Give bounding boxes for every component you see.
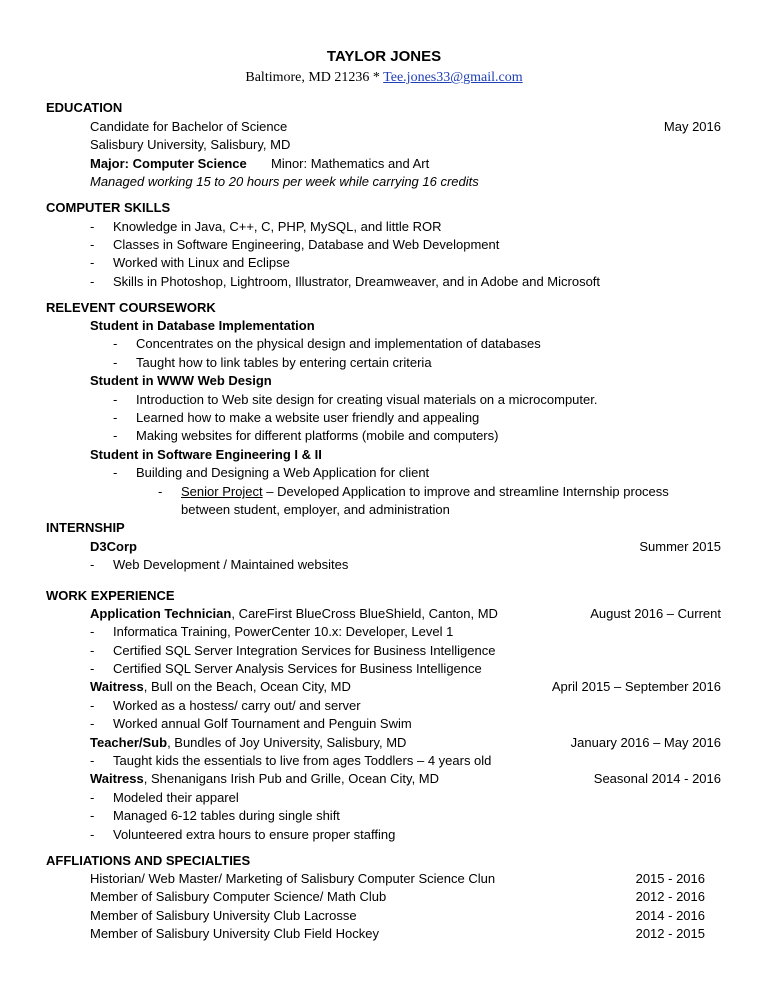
list-item: - Building and Designing a Web Application for client [113,465,430,480]
education-note: Managed working 15 to 20 hours per week while carrying 16 credits [90,174,479,189]
list-item: - Introduction to Web site design for creating visual materials on a microcomputer. [113,392,598,407]
list-item: - Volunteered extra hours to ensure proper staffing [90,827,396,842]
affiliation-item: Historian/ Web Master/ Marketing of Salisbury Computer Science Clun [90,871,496,886]
list-item: - Certified SQL Server Analysis Services for Business Intelligence [90,661,482,676]
affiliations-heading: AFFLIATIONS AND SPECIALTIES [46,853,251,868]
list-item: - Classes in Software Engineering, Database and Web Development [90,237,500,252]
list-item: - Worked annual Golf Tournament and Penguin Swim [90,716,412,731]
education-heading: EDUCATION [46,100,123,115]
list-item: - Senior Project – Developed Application to improve and streamline Internship process [158,484,669,499]
internship-company: D3Corp [90,539,137,554]
job-date: January 2016 – May 2016 [570,735,721,750]
course-title: Student in Software Engineering I & II [90,447,322,462]
job-date: April 2015 – September 2016 [551,679,721,694]
degree: Candidate for Bachelor of Science [90,119,288,134]
internship-date: Summer 2015 [639,539,721,554]
list-item: - Learned how to make a website user friendly and appealing [113,410,480,425]
contact-line [0,70,768,86]
affiliation-item: Member of Salisbury University Club Field Hockey [90,926,379,941]
list-item: - Taught kids the essentials to live from ages Toddlers – 4 years old [90,753,492,768]
list-item-continued: between student, employer, and administration [181,502,450,517]
list-item: - Web Development / Maintained websites [90,557,349,572]
list-item: - Managed 6-12 tables during single shift [90,808,340,823]
job-title-line: Waitress, Bull on the Beach, Ocean City, MD [90,679,351,694]
course-title: Student in Database Implementation [90,318,315,333]
school: Salisbury University, Salisbury, MD [90,137,291,152]
job-date: Seasonal 2014 - 2016 [593,771,721,786]
job-title-line: Waitress, Shenanigans Irish Pub and Grille, Ocean City, MD [90,771,440,786]
skills-heading: COMPUTER SKILLS [46,200,171,215]
affiliation-date: 2014 - 2016 [635,908,705,923]
list-item: - Worked as a hostess/ carry out/ and server [90,698,361,713]
job-date: August 2016 – Current [590,606,721,621]
affiliation-item: Member of Salisbury University Club Lacrosse [90,908,357,923]
resume-name: TAYLOR JONES [326,48,442,65]
course-title: Student in WWW Web Design [90,373,272,388]
list-item: - Informatica Training, PowerCenter 10.x: Developer, Level 1 [90,624,454,639]
affiliation-date: 2012 - 2015 [635,926,705,941]
affiliation-date: 2015 - 2016 [635,871,705,886]
affiliation-item: Member of Salisbury Computer Science/ Math Club [90,889,387,904]
major: Major: Computer Science [90,156,247,171]
list-item: - Certified SQL Server Integration Services for Business Intelligence [90,643,496,658]
senior-project-label: Senior Project [181,484,263,499]
degree-date: May 2016 [663,119,721,134]
job-title-line: Application Technician, CareFirst BlueCross BlueShield, Canton, MD [90,606,498,621]
internship-heading: INTERNSHIP [46,520,125,535]
list-item: - Knowledge in Java, C++, C, PHP, MySQL, and little ROR [90,219,442,234]
coursework-heading: RELEVENT COURSEWORK [46,300,216,315]
email-link[interactable]: Tee.jones33@gmail.com [383,70,523,85]
list-item: - Making websites for different platforms (mobile and computers) [113,428,499,443]
list-item: - Modeled their apparel [90,790,239,805]
affiliation-date: 2012 - 2016 [635,889,705,904]
list-item: - Skills in Photoshop, Lightroom, Illustrator, Dreamweaver, and in Adobe and Microsoft [90,274,601,289]
address: Baltimore, MD 21236 * [245,70,380,85]
work-heading: WORK EXPERIENCE [46,588,175,603]
job-title-line: Teacher/Sub, Bundles of Joy University, Salisbury, MD [90,735,407,750]
list-item: - Worked with Linux and Eclipse [90,255,290,270]
list-item: - Concentrates on the physical design and implementation of databases [113,336,541,351]
minor: Minor: Mathematics and Art [271,156,430,171]
list-item: - Taught how to link tables by entering certain criteria [113,355,432,370]
